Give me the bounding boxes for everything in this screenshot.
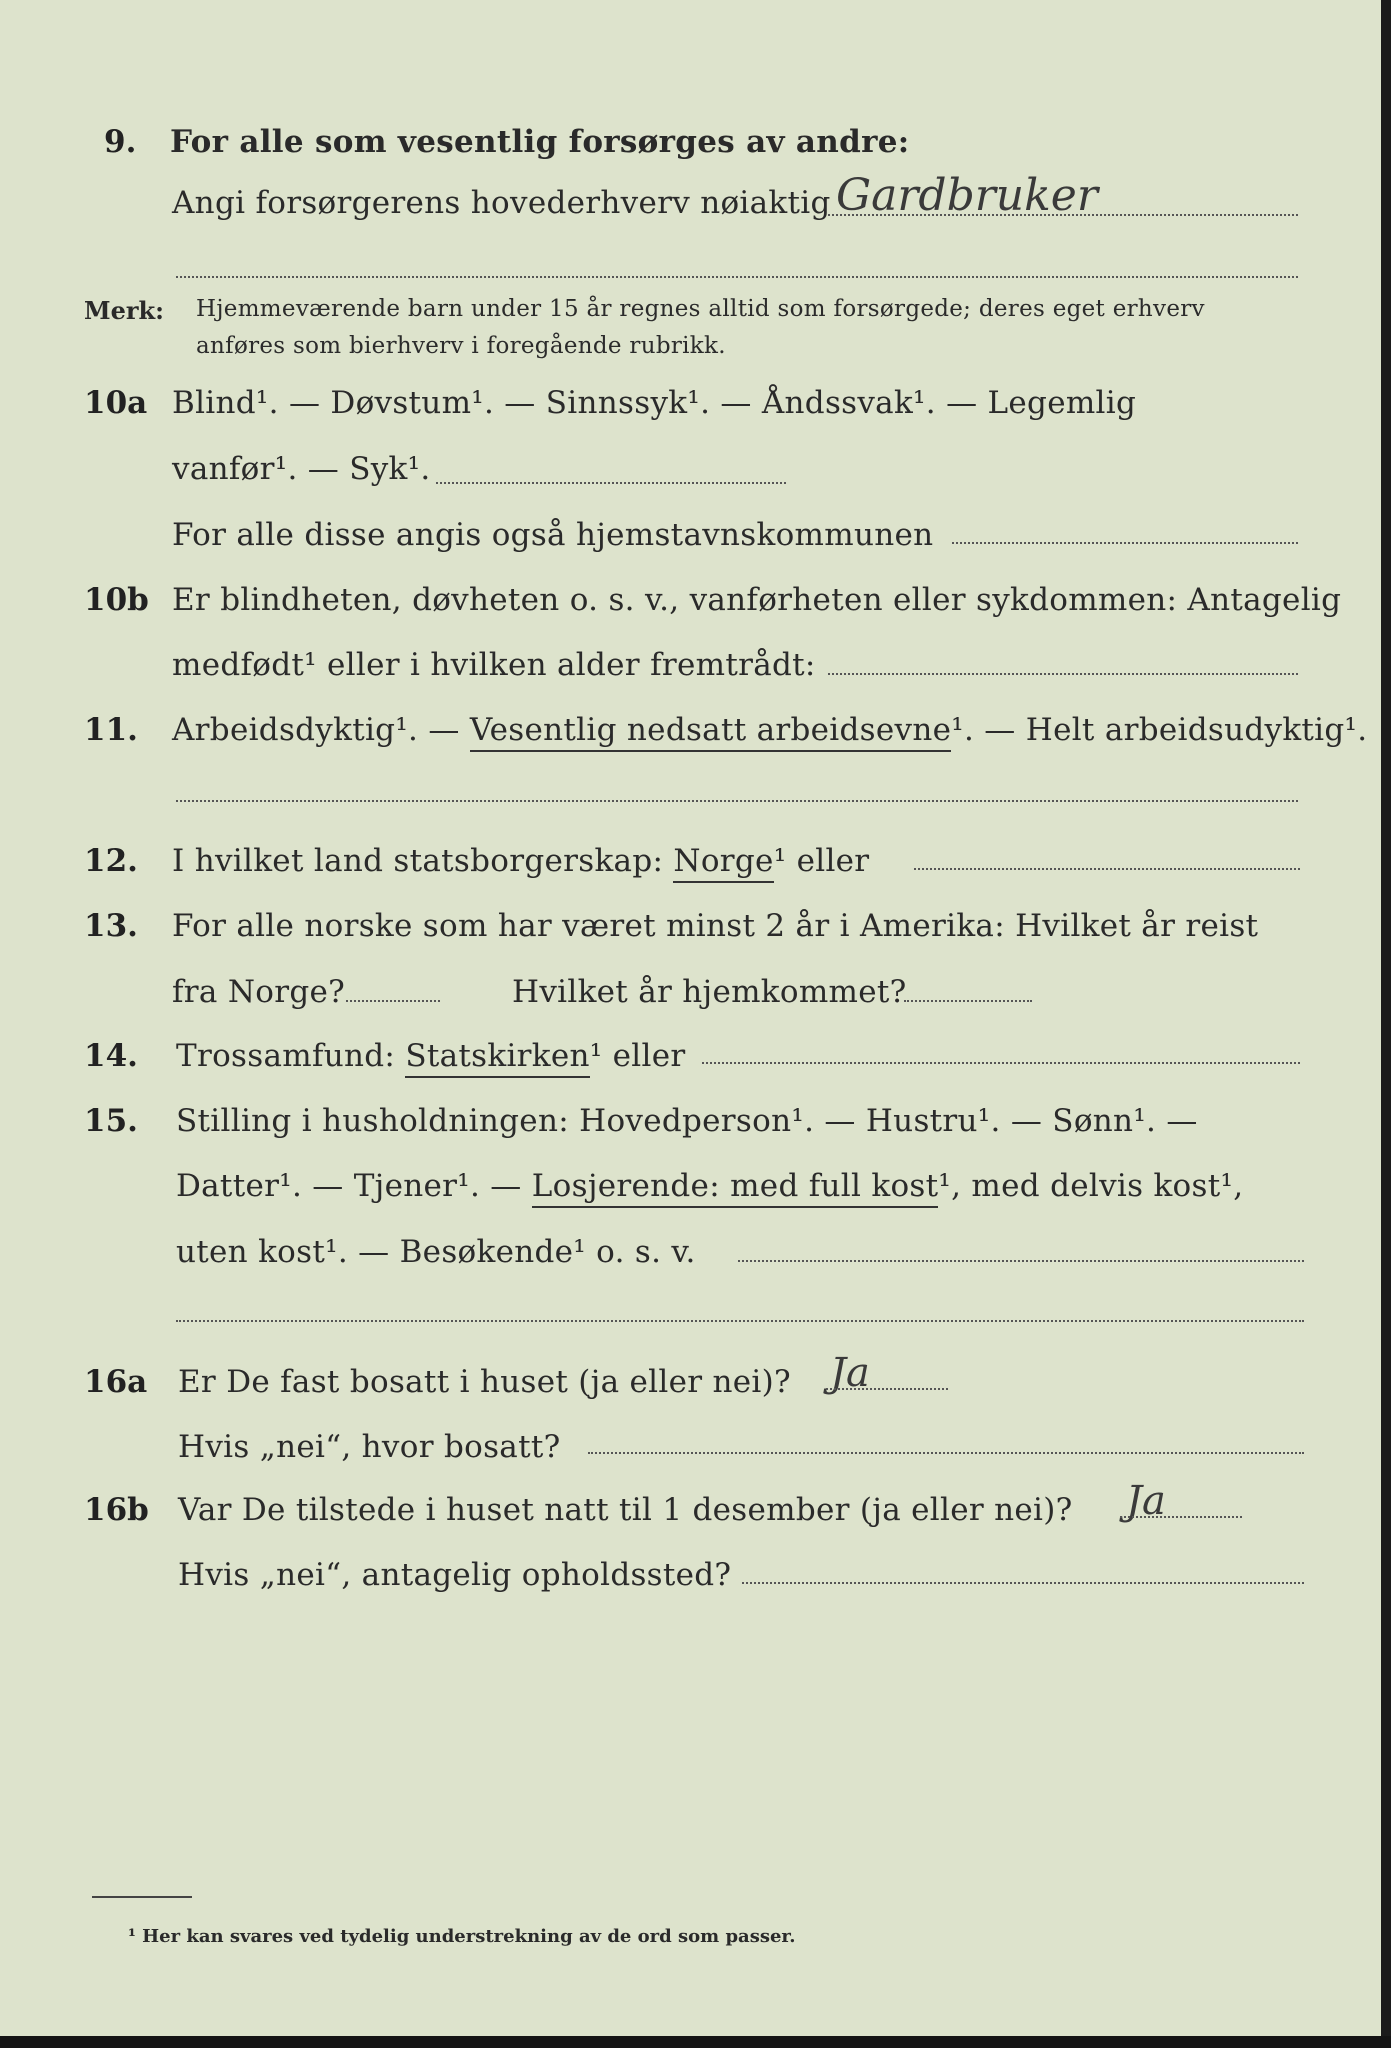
q16a-handwritten-answer: Ja xyxy=(830,1350,870,1396)
q9-answer-line xyxy=(828,214,1298,216)
q15-part-2c: ¹, med delvis kost¹, xyxy=(938,1168,1244,1204)
q16a-line-1: Er De fast bosatt i huset (ja eller nei)? xyxy=(178,1364,791,1400)
q12-underlined-answer: Norge xyxy=(673,843,773,883)
footnote-rule xyxy=(92,1896,192,1898)
q10a-kommune-line xyxy=(952,542,1298,544)
q16a-line-2: Hvis „nei“, hvor bosatt? xyxy=(178,1429,561,1465)
q14-number: 14. xyxy=(84,1038,138,1074)
q11-number: 11. xyxy=(84,712,138,748)
q16b-handwritten-answer: Ja xyxy=(1126,1478,1166,1524)
footnote: ¹ Her kan svares ved tydelig understrekning av de ord som passer. xyxy=(128,1926,796,1947)
q12-answer-line xyxy=(914,868,1300,870)
merk-label: Merk: xyxy=(84,296,164,325)
q14-underlined-answer: Statskirken xyxy=(405,1038,589,1078)
q9-number: 9. xyxy=(104,124,137,160)
q16b-answer-line xyxy=(1120,1516,1242,1518)
q16b-number: 16b xyxy=(84,1492,149,1528)
q16a-bosatt-line xyxy=(588,1452,1304,1454)
q10a-syk-line xyxy=(436,482,786,484)
q13-line-2b: Hvilket år hjemkommet? xyxy=(512,974,907,1010)
merk-text-1: Hjemmeværende barn under 15 år regnes alltid som forsørgede; deres eget erhverv xyxy=(196,296,1205,322)
q11-part-1: Arbeidsdyktig¹. — xyxy=(172,712,470,748)
q10b-number: 10b xyxy=(84,582,149,618)
q9-extra-line xyxy=(176,276,1298,278)
q15-part-2a: Datter¹. — Tjener¹. — xyxy=(176,1168,532,1204)
q14-line xyxy=(176,1038,686,1074)
q10a-line-3: For alle disse angis også hjemstavnskommunen xyxy=(172,517,934,553)
q11-underlined-answer: Vesentlig nedsatt arbeidsevne xyxy=(470,712,951,752)
merk-text-2: anføres som bierhverv i foregående rubrikk. xyxy=(196,333,726,359)
q10b-answer-line xyxy=(828,673,1298,675)
q15-extra-line xyxy=(176,1320,1304,1322)
q13-line-1: For alle norske som har været minst 2 år i Amerika: Hvilket år reist xyxy=(172,908,1259,944)
q13-line-2a: fra Norge? xyxy=(172,974,346,1010)
q13-hjemkommet-line xyxy=(904,1000,1032,1002)
q15-line-2 xyxy=(176,1168,1243,1204)
q15-line-3: uten kost¹. — Besøkende¹ o. s. v. xyxy=(176,1234,696,1270)
q15-number: 15. xyxy=(84,1103,138,1139)
q16a-number: 16a xyxy=(84,1364,148,1400)
q12-number: 12. xyxy=(84,843,138,879)
q14-answer-line xyxy=(702,1062,1300,1064)
q11-line xyxy=(172,712,1367,748)
q10b-line-1: Er blindheten, døvheten o. s. v., vanførheten eller sykdommen: Antagelig xyxy=(172,582,1342,618)
q10a-line-1: Blind¹. — Døvstum¹. — Sinnssyk¹. — Åndssvak¹. — Legemlig xyxy=(172,385,1137,421)
q15-answer-line xyxy=(738,1260,1304,1262)
q13-number: 13. xyxy=(84,908,138,944)
q11-extra-line xyxy=(176,800,1298,802)
scan-edge xyxy=(1381,0,1391,2048)
q16a-answer-line xyxy=(826,1388,948,1390)
q9-prompt: Angi forsørgerens hovederhverv nøiaktig xyxy=(172,185,831,221)
q15-underlined-answer: Losjerende: med full kost xyxy=(532,1168,939,1208)
q9-heading: For alle som vesentlig forsørges av andre: xyxy=(170,124,910,160)
q11-part-3: ¹. — Helt arbeidsudyktig¹. xyxy=(951,712,1368,748)
q10a-number: 10a xyxy=(84,385,148,421)
q12-line xyxy=(172,843,869,879)
q10b-line-2: medfødt¹ eller i hvilken alder fremtrådt: xyxy=(172,647,816,683)
q12-part-1: I hvilket land statsborgerskap: xyxy=(172,843,674,879)
q14-part-1: Trossamfund: xyxy=(176,1038,406,1074)
q9-handwritten-answer: Gardbruker xyxy=(836,170,1098,221)
q12-part-3: ¹ eller xyxy=(773,843,870,879)
q14-part-3: ¹ eller xyxy=(589,1038,686,1074)
q16b-line-2: Hvis „nei“, antagelig opholdssted? xyxy=(178,1557,732,1593)
q10a-line-2: vanfør¹. — Syk¹. xyxy=(172,451,431,487)
q13-reist-line xyxy=(346,1000,440,1002)
q15-line-1: Stilling i husholdningen: Hovedperson¹. — Hustru¹. — Sønn¹. — xyxy=(176,1103,1198,1139)
q16b-opholdssted-line xyxy=(742,1582,1304,1584)
q16b-line-1: Var De tilstede i huset natt til 1 desember (ja eller nei)? xyxy=(178,1492,1073,1528)
